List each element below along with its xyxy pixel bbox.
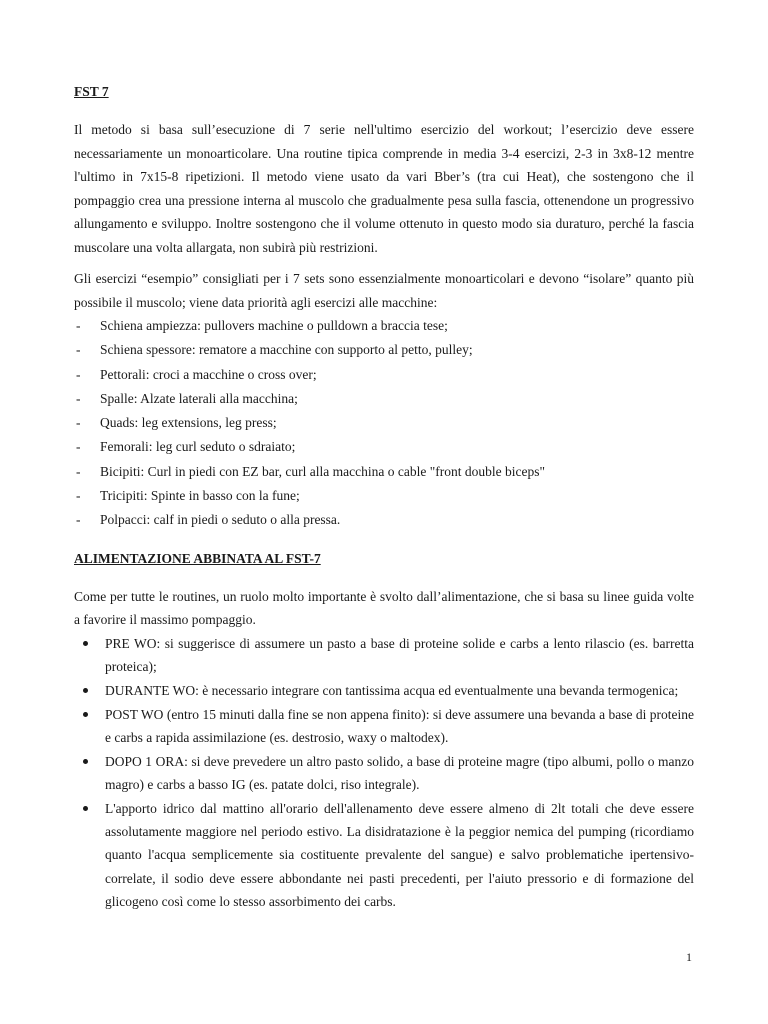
list-item	[74, 387, 694, 411]
list-item	[74, 363, 694, 387]
bullet-icon	[83, 641, 88, 646]
dash-marker: -	[76, 342, 81, 358]
list-item-text: DOPO 1 ORA: si deve prevedere un altro pasto solido, a base di proteine magre (tipo albumi, pollo o manzo magro) e carbs a basso IG (es. patate dolci, riso integrale).	[105, 753, 694, 792]
exercises-intro-paragraph: Gli esercizi “esempio” consigliati per i 7 sets sono essenzialmente monoarticolari e devono “isolare” quanto più possibile il muscolo; viene data priorità agli esercizi alle macchine:	[74, 271, 694, 310]
list-item	[74, 750, 694, 797]
document-page	[74, 82, 694, 914]
nutrition-list	[74, 632, 694, 914]
list-item	[74, 679, 694, 702]
dash-marker: -	[76, 366, 81, 382]
bullet-icon	[83, 806, 88, 811]
bullet-icon	[83, 759, 88, 764]
list-item-text: Schiena ampiezza: pullovers machine o pulldown a braccia tese;	[100, 318, 448, 333]
list-item	[74, 460, 694, 484]
list-item-text: Tricipiti: Spinte in basso con la fune;	[100, 488, 300, 504]
dash-marker: -	[76, 439, 81, 455]
list-item-text: PRE WO: si suggerisce di assumere un pasto a base di proteine solide e carbs a lento rilascio (es. barretta proteica);	[105, 635, 694, 674]
intro-paragraph: Il metodo si basa sull’esecuzione di 7 serie nell'ultimo esercizio del workout; l’esercizio deve essere necessariamente un monoarticolare. Una routine tipica comprende in media 3-4 esercizi, 2-3 in 3x8-12 mentre l'ultimo in 7x15-8 ripetizioni. Il metodo viene usato da vari Bber’s (tra cui Heat), che sostengono che il pompaggio crea una pressione interna al muscolo che gradualmente pesa sulla fascia, ottenendone un progressivo allungamento e sviluppo. Inoltre sostengono che il volume ottenuto in questo modo sia duraturo, perché la fascia muscolare una volta allargata, non subirà più restrizioni.	[74, 122, 694, 255]
bullet-icon	[83, 688, 88, 693]
list-item	[74, 314, 694, 338]
exercise-list	[74, 314, 694, 533]
dash-marker: -	[76, 390, 81, 406]
list-item	[74, 508, 694, 532]
dash-marker: -	[76, 415, 81, 431]
dash-marker: -	[76, 463, 81, 479]
page-number: 1	[686, 950, 692, 964]
dash-marker: -	[76, 318, 81, 333]
list-item-text: Pettorali: croci a macchine o cross over;	[100, 366, 317, 382]
list-item	[74, 703, 694, 750]
list-item-text: DURANTE WO: è necessario integrare con tantissima acqua ed eventualmente una bevanda termogenica;	[105, 682, 679, 698]
list-item-text: L'apporto idrico dal mattino all'orario dell'allenamento deve essere almeno di 2lt totali che deve essere assolutamente maggiore nel periodo estivo. La disidratazione è la peggior nemica del pumping (ricordiamo quanto l'acqua semplicemente sia costituente prevalente del sangue) e salvo problematiche ipertensivo-correlate, il sodio deve essere abbondante nei pasti precedenti, per l'aiuto pressorio e di formazione del glicogeno così come lo stesso assorbimento dei carbs.	[105, 800, 694, 909]
dash-marker: -	[76, 488, 81, 504]
list-item-text: Quads: leg extensions, leg press;	[100, 415, 277, 431]
nutrition-intro-paragraph: Come per tutte le routines, un ruolo molto importante è svolto dall’alimentazione, che si basa su linee guida volte a favorire il massimo pompaggio.	[74, 588, 694, 628]
list-item	[74, 484, 694, 508]
dash-marker: -	[76, 512, 81, 528]
list-item	[74, 411, 694, 435]
list-item-text: Bicipiti: Curl in piedi con EZ bar, curl alla macchina o cable "front double biceps"	[100, 463, 545, 479]
list-item	[74, 797, 694, 913]
list-item	[74, 338, 694, 362]
list-item-text: Spalle: Alzate laterali alla macchina;	[100, 390, 298, 406]
list-item	[74, 632, 694, 679]
list-item-text: POST WO (entro 15 minuti dalla fine se non appena finito): si deve assumere una bevanda a base di proteine e carbs a rapida assimilazione (es. destrosio, waxy o maltodex).	[105, 706, 694, 745]
section-title-nutrition: ALIMENTAZIONE ABBINATA AL FST-7	[74, 550, 321, 566]
section-title-fst7: FST 7	[74, 84, 109, 99]
list-item-text: Polpacci: calf in piedi o seduto o alla pressa.	[100, 512, 341, 528]
list-item	[74, 435, 694, 459]
list-item-text: Schiena spessore: rematore a macchine con supporto al petto, pulley;	[100, 342, 473, 358]
bullet-icon	[83, 712, 88, 717]
list-item-text: Femorali: leg curl seduto o sdraiato;	[100, 439, 296, 455]
